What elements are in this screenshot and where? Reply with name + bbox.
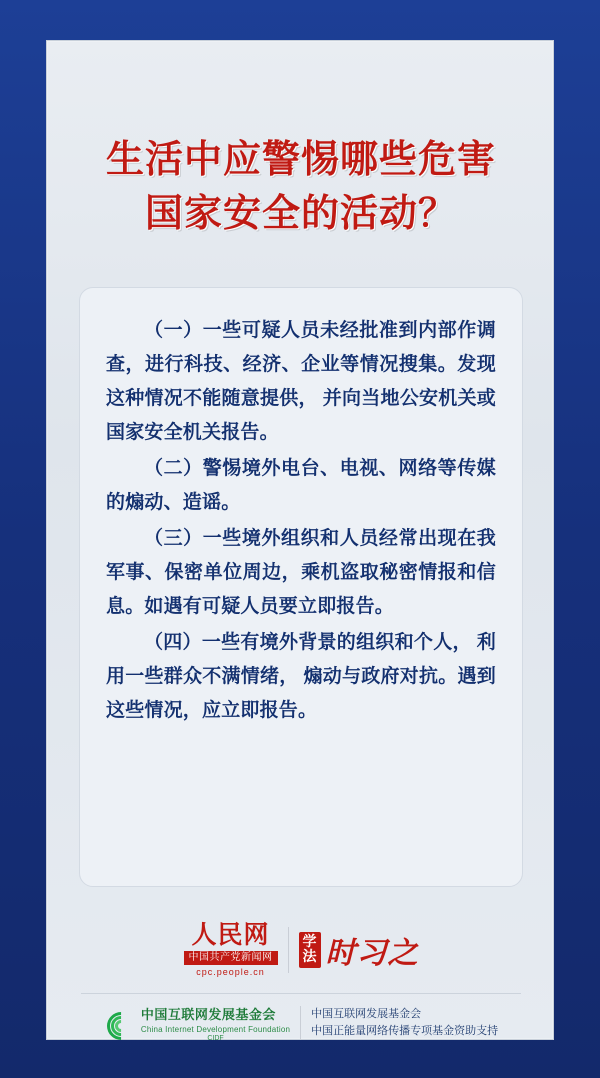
- cidf-logo: [104, 1004, 290, 1042]
- title-line-1: 生活中应警惕哪些危害: [105, 139, 496, 181]
- paragraph-1: （一）一些可疑人员未经批准到内部作调查，进行科技、经济、企业等情况搜集。发现这种情况不能随意提供， 并向当地公安机关或国家安全机关报告。: [106, 320, 496, 443]
- shixizhi-wordmark: 时习之: [325, 937, 419, 970]
- sponsor-line-1: 中国互联网发展基金会: [311, 1008, 422, 1020]
- cidf-name-cn: 中国互联网发展基金会: [140, 1007, 276, 1022]
- sponsor-text: [300, 1006, 498, 1040]
- cidf-logo-text: [141, 1004, 290, 1042]
- title-line-2: 国家安全的活动？: [144, 193, 457, 235]
- xuexi-badge: [299, 932, 321, 968]
- content-panel: [79, 287, 523, 887]
- people-cn-logo-sub: 中国共产党新闻网: [184, 951, 278, 965]
- cidf-wave-icon: [104, 1008, 134, 1038]
- sponsor-line-2: 中国正能量网络传播专项基金资助支持: [311, 1025, 499, 1037]
- people-cn-logo-url: cpc.people.cn: [196, 967, 265, 977]
- xuexi-shixizhi-logo: [288, 927, 419, 973]
- people-cn-logo: [184, 923, 278, 977]
- paragraph-4: （四）一些有境外背景的组织和个人， 利用一些群众不满情绪， 煽动与政府对抗。遇到这些情况，应立即报告。: [106, 632, 496, 721]
- paragraph-3: （三）一些境外组织和人员经常出现在我军事、保密单位周边，乘机盗取秘密情报和信息。如遇有可疑人员要立即报告。: [106, 528, 496, 617]
- xuexi-badge-line-1: 学: [302, 935, 317, 950]
- sponsor-bar: [81, 993, 521, 1042]
- cidf-abbr: CIDF: [207, 1035, 224, 1042]
- paragraph-2: （二）警惕境外电台、电视、网络等传媒的煽动、造谣。: [106, 458, 496, 513]
- cidf-name-en: China Internet Development Foundation: [140, 1025, 291, 1034]
- poster-card: [46, 40, 554, 1040]
- people-cn-logo-main: 人民网: [191, 922, 270, 949]
- poster-title: [47, 133, 555, 241]
- footer-logo-row: [47, 923, 555, 977]
- xuexi-badge-line-2: 法: [302, 950, 317, 965]
